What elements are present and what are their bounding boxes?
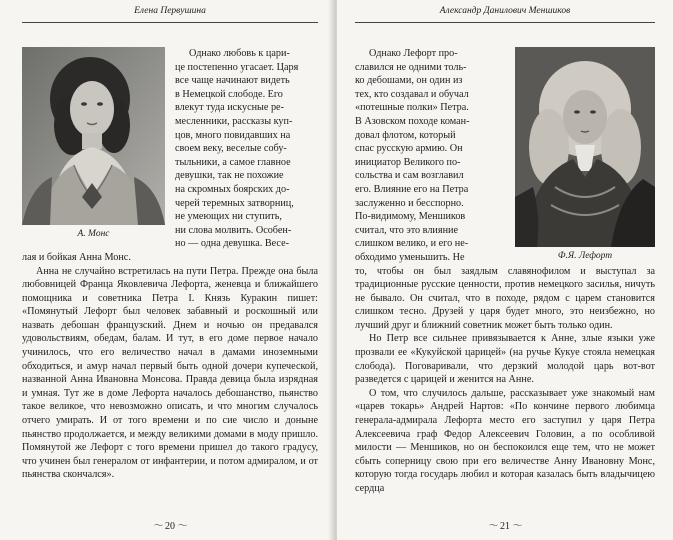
- mons-portrait-image: [22, 47, 165, 225]
- left-header-rule: [22, 22, 318, 23]
- right-page-number: 21: [500, 521, 510, 532]
- left-footer-ornament-left: 〜: [153, 521, 163, 532]
- left-intro-line-15: но — одна девушка. Весе-: [175, 238, 289, 250]
- lefort-caption: Ф.Я. Лефорт: [557, 251, 613, 261]
- right-intro-line-7: довал флотом, который: [355, 129, 456, 141]
- lefort-portrait-drawing: [515, 47, 655, 247]
- right-intro-line-5: «потешные полки» Петра.: [355, 102, 469, 114]
- left-intro-line-5: влекут туда искусные ре-: [175, 102, 284, 114]
- right-intro-line-14: считал, что это влияние: [355, 224, 458, 236]
- left-intro-line-12: черей теремных затворниц,: [175, 197, 294, 209]
- left-intro-line-3: все чаще начинают видеть: [175, 75, 290, 87]
- left-intro-line-2: це постепенно угасает. Царя: [175, 61, 299, 73]
- mons-portrait-drawing: [22, 47, 165, 225]
- lefort-figure: [515, 47, 655, 262]
- right-intro-line-16: обходимо уменьшить. Не: [355, 251, 465, 263]
- right-intro-line-3: ко дебошами, он один из: [355, 75, 463, 87]
- right-intro-line-6: В Азовском походе коман-: [355, 115, 470, 127]
- right-intro-line-1: Однако Лефорт про-: [369, 48, 458, 59]
- right-running-header: Александр Данилович Меншиков: [439, 6, 571, 16]
- right-intro-line-10: сольства и сам возглавил: [355, 170, 464, 182]
- left-footer-ornament-right: 〜: [177, 521, 187, 532]
- left-intro-line-6: месленники, рассказы куп-: [175, 115, 293, 127]
- right-intro-line-15: слишком велико, и его не-: [355, 238, 469, 250]
- right-intro-line-8: спас русскую армию. Он: [355, 143, 463, 155]
- left-body-text: [22, 47, 318, 482]
- left-intro-line-1: Однако любовь к цари-: [189, 48, 290, 59]
- right-paragraph-3: О том, что случилось дальше, рассказывает уже знакомый нам «царев токарь» Андрей Нартов: «По кончине первого любимца генерала-адмирала Лефорта место его заступил у царя Петра Алексеевича граф Федор Алексеевич Головин, а по особливой милости — Меншиков, но он беспокоился еще тем, что не может сбыть соперницу свою при его величестве Анну Ивановну Монс, которую тогда государь любил и которая казалась быть владычицею сердца: [355, 387, 655, 494]
- mons-figure: [22, 47, 165, 240]
- right-header-rule: [355, 22, 655, 23]
- right-intro-line-13: По-видимому, Меншиков: [355, 211, 466, 223]
- left-intro-line-8: своем веку, веселые собу-: [175, 143, 287, 155]
- left-intro-line-13: не умеющих ни ступить,: [175, 211, 282, 223]
- left-intro-line-7: цов, много повидавших на: [175, 129, 291, 141]
- right-body-text: [355, 47, 655, 496]
- right-intro-line-4: тех, кто создавал и обучал: [355, 88, 469, 100]
- left-intro-line-14: ни слова молвить. Особен-: [175, 224, 292, 236]
- left-paragraph-kurakin: Анна не случайно встретилась на пути Петра. Прежде она была любовницей Франца Яковлевича Лефорта, женевца и ближайшего помощника и советника Петра I. Князь Куракин пишет: «Помянутый Лефорт был человек забавный и роскошный или назвать дебошан французский. Днем и ночью он предавался удовольствиям, обедам, балам. И тут, в его доме первое начало учинилось, что его величество начал в дамами иноземными обходиться, и амур начал первый быть одной дочери купеческой, названной Анна Ивановна Монсова. Правда девица была изрядная и умная. Тут же в доме Лефорта началось дебошанство, пьянство такое великое, что невозможно описать, и что многим случалось отчего умирать. И от того времени и по сие число и доныне пьянство продолжается, и между великими домами в моду пришло. Помянутой же Лефорт с того времени пришел до такого градусу, что учинен был генералом от инфантерии, и потом адмиралом, и от пьянства скончался».: [22, 265, 318, 481]
- right-intro-line-12: заслуженно и бесспорно.: [355, 197, 464, 209]
- left-running-header: Елена Первушина: [134, 6, 206, 16]
- right-intro-line-2: славился не одними толь-: [355, 61, 467, 73]
- left-intro-line-11: на скромных боярских до-: [175, 183, 290, 195]
- left-intro-line-16: лая и бойкая Анна Монс.: [22, 251, 131, 263]
- right-intro-line-9: инициатор Великого по-: [355, 156, 461, 168]
- right-page-footer: [355, 517, 655, 532]
- left-intro-line-10: девушки, так не похожие: [175, 170, 284, 182]
- lefort-portrait-image: [515, 47, 655, 247]
- left-intro-line-4: в Немецкой слободе. Его: [175, 88, 283, 100]
- right-page: [337, 0, 673, 540]
- mons-caption: А. Монс: [77, 229, 110, 239]
- left-page-number: 20: [165, 521, 175, 532]
- right-footer-ornament-right: 〜: [512, 521, 522, 532]
- left-page: [0, 0, 333, 540]
- right-intro-line-11: его. Влияние его на Петра: [355, 183, 469, 195]
- right-paragraph-2: Но Петр все сильнее привязывается к Анне, злые языки уже прозвали ее «Кукуйской царицей» (на ручье Кукуе стояла немецкая слобода). Поговаривали, что дерзкий молодой царь вот-вот разведется с царицей и женится на Анне.: [355, 333, 655, 386]
- right-footer-ornament-left: 〜: [488, 521, 498, 532]
- left-intro-line-9: тыльники, а самое главное: [175, 156, 291, 168]
- left-page-footer: [22, 517, 318, 532]
- right-paragraph-1-rest: то, чтобы он был заядлым славянофилом и выступал за традиционные русские ценности, против немецкого засилья, ничуть не бывало. Он считал, что в походе, рядом с царем становится слишком тесно. Друзей у царя будет много, это неизбежно, но лучший друг и ближний советник может быть только один.: [355, 265, 655, 331]
